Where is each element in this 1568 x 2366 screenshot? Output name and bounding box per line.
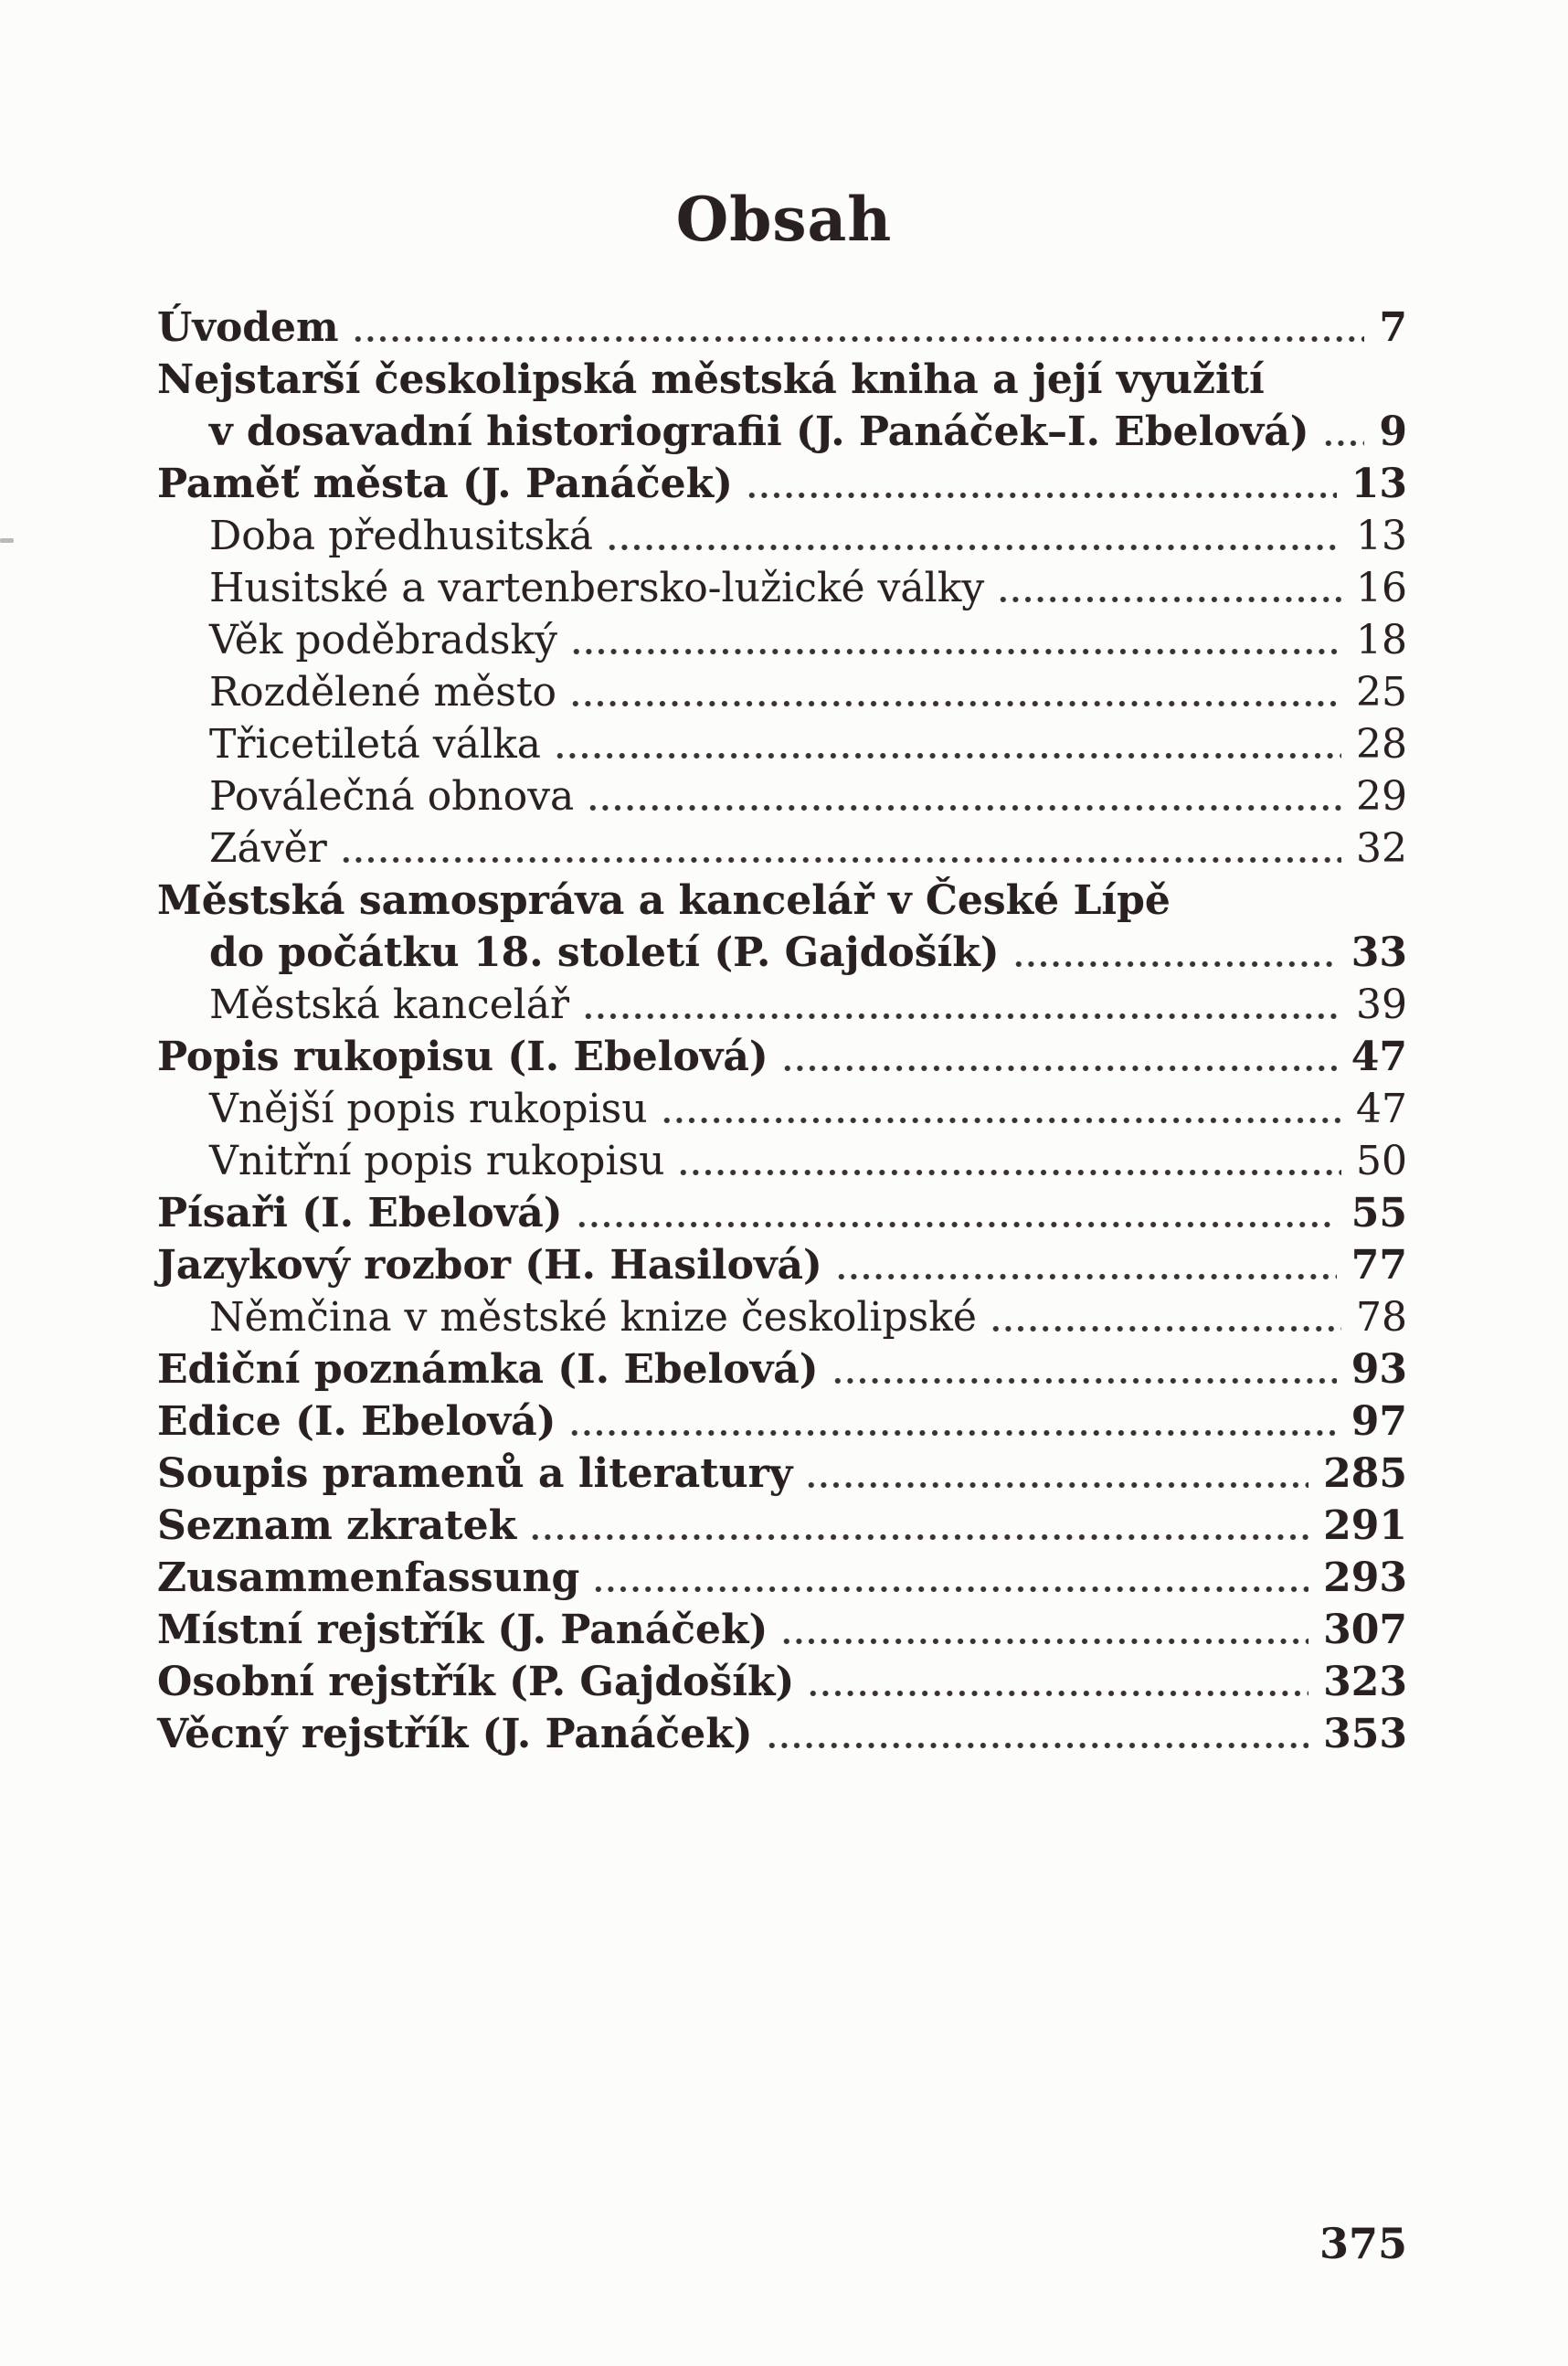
toc-entry [157, 1656, 1407, 1708]
toc-entry-page: 16 [1356, 565, 1407, 611]
dot-leader [340, 855, 1341, 865]
toc-entry-page: 29 [1356, 773, 1407, 820]
dot-leader [780, 1637, 1308, 1646]
dot-leader [529, 1533, 1308, 1542]
toc-entry [157, 875, 1407, 927]
toc-entry-page: 77 [1351, 1242, 1407, 1289]
toc-entry [157, 979, 1407, 1031]
toc-entry-label: Vnitřní popis rukopisu [209, 1138, 665, 1184]
toc-entry [157, 406, 1407, 458]
toc-entry-page: 307 [1323, 1607, 1407, 1653]
toc-entry-label: Rozdělené město [209, 669, 556, 716]
toc-entry-page: 25 [1356, 669, 1407, 716]
toc-entry [157, 1239, 1407, 1291]
dot-leader [990, 1324, 1341, 1333]
toc-entry-label: Edice (I. Ebelová) [157, 1398, 556, 1445]
toc-entry-label: Osobní rejstřík (P. Gajdošík) [157, 1659, 795, 1705]
dot-leader [661, 1116, 1341, 1125]
toc-entry-label: Městská kancelář [209, 981, 570, 1028]
dot-leader [606, 543, 1341, 552]
dot-leader [554, 751, 1341, 760]
dot-leader [587, 803, 1341, 812]
toc-entry-label: Paměť města (J. Panáček) [157, 461, 733, 507]
dot-leader [766, 1741, 1309, 1750]
dot-leader [677, 1168, 1341, 1177]
dot-leader [576, 1220, 1337, 1229]
toc-entry-label: v dosavadní historiografii (J. Panáček–I. Ebelová) [209, 408, 1309, 455]
toc-entry-label: Popis rukopisu (I. Ebelová) [157, 1034, 768, 1080]
dot-leader [1322, 439, 1365, 448]
toc-entry [157, 1083, 1407, 1135]
toc-entry [157, 1448, 1407, 1500]
dot-leader [746, 491, 1337, 500]
toc-entry-label: Husitské a vartenbersko-lužické války [209, 565, 985, 611]
scan-artifact-dash [0, 538, 14, 543]
toc-entry [157, 562, 1407, 614]
toc-entry-page: 285 [1323, 1450, 1407, 1497]
toc-entry [157, 1291, 1407, 1343]
toc-entry-page: 50 [1356, 1138, 1407, 1184]
toc-entry [157, 1187, 1407, 1239]
toc-entry [157, 354, 1407, 406]
toc-entry-page: 47 [1356, 1086, 1407, 1132]
toc-entry-label: Závěr [209, 825, 327, 872]
toc-entry-label: Zusammenfassung [157, 1554, 580, 1601]
toc-entry-label: Úvodem [157, 304, 339, 351]
toc-entry-page: 7 [1379, 304, 1407, 351]
page-title: Obsah [675, 184, 893, 255]
toc-entry-label: Jazykový rozbor (H. Hasilová) [157, 1242, 822, 1289]
toc-entry-label: Poválečná obnova [209, 773, 575, 820]
toc-entry-page: 13 [1351, 461, 1407, 507]
toc-entry-page: 13 [1356, 513, 1407, 559]
toc-entry [157, 1343, 1407, 1395]
dot-leader [592, 1585, 1308, 1594]
toc-entry-page: 293 [1323, 1554, 1407, 1601]
toc-entry [157, 458, 1407, 510]
toc-entry-page: 39 [1356, 981, 1407, 1028]
toc-entry-page: 33 [1351, 929, 1407, 976]
toc-entry-label: Nejstarší českolipská městská kniha a její využití [157, 356, 1265, 403]
toc-entry-label: Městská samospráva a kancelář v České Lípě [157, 877, 1171, 924]
toc-entry-page: 323 [1323, 1659, 1407, 1705]
toc-entry-page: 18 [1356, 617, 1407, 663]
toc-entry [157, 718, 1407, 770]
dot-leader [352, 334, 1365, 344]
toc-entry [157, 1500, 1407, 1552]
toc-entry-page: 97 [1351, 1398, 1407, 1445]
toc-entry [157, 1395, 1407, 1448]
toc-entry [157, 1708, 1407, 1760]
toc-entry-page: 9 [1379, 408, 1407, 455]
toc-entry-label: Soupis pramenů a literatury [157, 1450, 793, 1497]
dot-leader [832, 1376, 1337, 1385]
toc-entry-page: 47 [1351, 1034, 1407, 1080]
toc-entry-label: Doba předhusitská [209, 513, 594, 559]
toc-entry-label: Písaři (I. Ebelová) [157, 1190, 563, 1236]
toc-entry [157, 302, 1407, 354]
folio-page-number: 375 [1319, 2219, 1407, 2268]
toc-entry [157, 822, 1407, 875]
toc-entry-label: Seznam zkratek [157, 1502, 517, 1549]
toc-entry-label: Věcný rejstřík (J. Panáček) [157, 1711, 753, 1757]
toc-entry [157, 927, 1407, 979]
dot-leader [582, 1012, 1341, 1021]
toc-entry-label: Věk poděbradský [209, 617, 557, 663]
dot-leader [569, 699, 1341, 708]
toc-entry [157, 510, 1407, 562]
toc-entry-page: 291 [1323, 1502, 1407, 1549]
toc-entry-label: Ediční poznámka (I. Ebelová) [157, 1346, 819, 1393]
toc-entry-page: 78 [1356, 1294, 1407, 1341]
toc-entry-page: 55 [1351, 1190, 1407, 1236]
toc-entry-label: Němčina v městské knize českolipské [209, 1294, 977, 1341]
dot-leader [997, 595, 1341, 604]
toc-entry-page: 32 [1356, 825, 1407, 872]
toc-entry-label: Místní rejstřík (J. Panáček) [157, 1607, 768, 1653]
toc-entry [157, 770, 1407, 822]
dot-leader [781, 1064, 1337, 1073]
toc-entry-page: 353 [1323, 1711, 1407, 1757]
dot-leader [805, 1480, 1308, 1490]
toc-entry [157, 614, 1407, 666]
toc-entry [157, 1604, 1407, 1656]
dot-leader [835, 1272, 1337, 1281]
toc-entry [157, 1031, 1407, 1083]
toc-entry [157, 1135, 1407, 1187]
toc-entry-label: Třicetiletá válka [209, 721, 541, 768]
toc-entry-label: do počátku 18. století (P. Gajdošík) [209, 929, 1000, 976]
toc-entry-page: 93 [1351, 1346, 1407, 1393]
dot-leader [1012, 960, 1337, 969]
toc-entry [157, 1552, 1407, 1604]
dot-leader [807, 1689, 1308, 1698]
toc-entry-label: Vnější popis rukopisu [209, 1086, 648, 1132]
toc-list [157, 302, 1407, 1760]
dot-leader [568, 1428, 1336, 1438]
toc-entry-page: 28 [1356, 721, 1407, 768]
toc-entry [157, 666, 1407, 718]
dot-leader [570, 647, 1341, 656]
